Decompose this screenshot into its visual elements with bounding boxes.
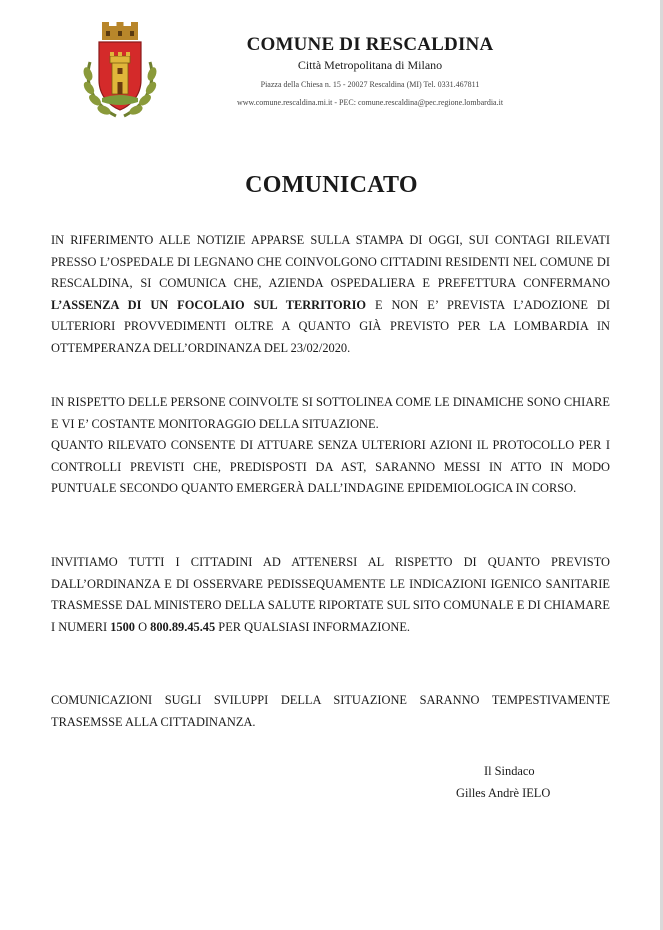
signature-name: Gilles Andrè IELO [456,786,551,800]
paragraph-1 [51,230,610,360]
coat-of-arms-icon [82,22,158,122]
municipality-contacts [185,98,555,107]
website-link[interactable]: www.comune.rescaldina.mi.it [236,98,333,107]
pec-email-link[interactable]: comune.rescaldina@pec.regione.lombardia.it [357,98,504,107]
document-title: COMUNICATO [245,172,418,198]
letterhead [0,18,663,118]
paragraph-1-text-b: E NON E’ PREVISTA L’ADOZIONE DI ULTERIORI PROVVEDIMENTI OLTRE A QUANTO GIÀ PREVISTO PER LA LOMBARDIA IN OTTEMPERANZA DELL’ORDINANZA DEL 23/02/2020. [51,297,610,355]
paragraph-3 [51,552,610,638]
phone-number-1500: 1500 [110,619,135,634]
paragraph-3-text-mid: O [134,619,151,634]
paragraph-2-line-1: IN RISPETTO DELLE PERSONE COINVOLTE SI SOTTOLINEA COME LE DINAMICHE SONO CHIARE E VI E’ COSTANTE MONITORAGGIO DELLA SITUAZIONE. [51,395,610,431]
paragraph-2-line-2: QUANTO RILEVATO CONSENTE DI ATTUARE SENZA ULTERIORI AZIONI IL PROTOCOLLO PER I CONTROLLI PREVISTI CHE, PREDISPOSTI DA AST, SARANNO MESSI IN ATTO IN MODO PUNTUALE SECONDO QUANTO EMERGERÀ DALL’INDAGINE EPIDEMIOLOGICA IN CORSO. [51,438,610,496]
municipality-name: COMUNE DI RESCALDINA [246,34,494,55]
signature-role: Il Sindaco [484,764,535,778]
paragraph-2 [51,392,610,500]
paragraph-1-text-a: IN RIFERIMENTO ALLE NOTIZIE APPARSE SULLA STAMPA DI OGGI, SUI CONTAGI RILEVATI PRESSO L’OSPEDALE DI LEGNANO CHE COINVOLGONO CITTADINI RESIDENTI NEL COMUNE DI RESCALDINA, SI COMUNICA CHE, AZIENDA OSPEDALIERA E PREFETTURA CONFERMANO [51,233,610,291]
paragraph-4: COMUNICAZIONI SUGLI SVILUPPI DELLA SITUAZIONE SARANNO TEMPESTIVAMENTE TRASEMSSE ALLA CITTADINANZA. [51,693,610,729]
phone-number-toll-free: 800.89.45.45 [150,619,216,634]
paragraph-1-bold: L’ASSENZA DI UN FOCOLAIO SUL TERRITORIO [51,297,367,312]
paragraph-3-text-b: PER QUALSIASI INFORMAZIONE. [215,619,411,634]
municipality-subtitle: Città Metropolitana di Milano [297,58,443,72]
pec-separator: - PEC: [332,98,358,107]
municipality-address: Piazza della Chiesa n. 15 - 20027 Rescaldina (MI) Tel. 0331.467811 [260,80,480,89]
paragraph-3-text-a: INVITIAMO TUTTI I CITTADINI AD ATTENERSI AL RISPETTO DI QUANTO PREVISTO DALL’ORDINANZA E DI OSSERVARE PEDISSEQUAMENTE LE INDICAZIONI IGENICO SANITARIE TRASMESSE DAL MINISTERO DELLA SALUTE RIPORTATE SUL SITO COMUNALE E DI CHIAMARE I NUMERI [51,555,610,634]
